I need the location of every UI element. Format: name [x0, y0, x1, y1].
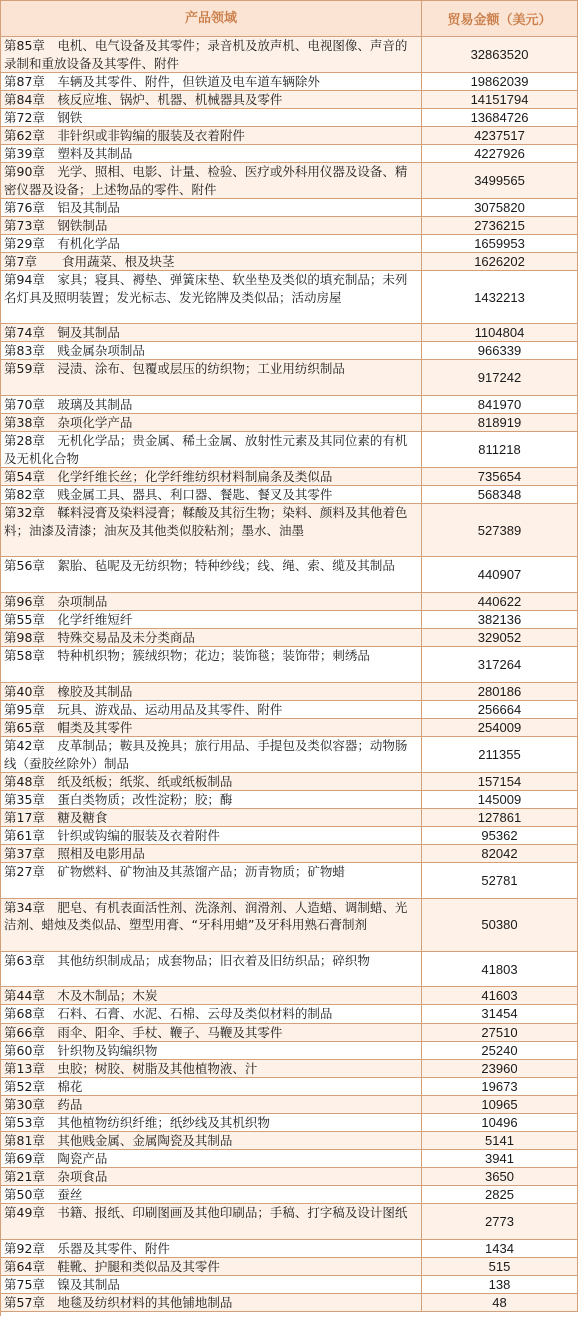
- trade-amount-cell: 841970: [422, 396, 578, 413]
- trade-amount-cell: 52781: [422, 863, 578, 898]
- product-field-cell: 第92章 乐器及其零件、附件: [1, 1240, 422, 1257]
- product-field-cell: 第60章 针织物及钩编织物: [1, 1042, 422, 1059]
- product-field-cell: 第35章 蛋白类物质；改性淀粉；胶；酶: [1, 791, 422, 808]
- trade-amount-cell: 41803: [422, 952, 578, 987]
- table-row: [1, 396, 578, 414]
- trade-amount-cell: 568348: [422, 486, 578, 503]
- product-field-cell: 第48章 纸及纸板；纸浆、纸或纸板制品: [1, 773, 422, 790]
- trade-amount-cell: 157154: [422, 773, 578, 790]
- trade-amount-cell: 127861: [422, 809, 578, 826]
- product-field-cell: 第30章 药品: [1, 1096, 422, 1113]
- product-field-cell: 第7章 食用蔬菜、根及块茎: [1, 253, 422, 270]
- product-field-cell: 第66章 雨伞、阳伞、手杖、鞭子、马鞭及其零件: [1, 1024, 422, 1041]
- table-row: [1, 109, 578, 127]
- product-field-cell: 第70章 玻璃及其制品: [1, 396, 422, 413]
- trade-amount-cell: 2736215: [422, 217, 578, 234]
- trade-amount-cell: 254009: [422, 719, 578, 736]
- trade-amount-cell: 382136: [422, 611, 578, 628]
- table-row: [1, 235, 578, 253]
- product-field-cell: 第90章 光学、照相、电影、计量、检验、医疗或外科用仪器及设备、精密仪器及设备；上述物品的零件、附件: [1, 163, 422, 198]
- table-row: [1, 1114, 578, 1132]
- product-field-cell: 第85章 电机、电气设备及其零件；录音机及放声机、电视图像、声音的录制和重放设备及其零件、附件: [1, 37, 422, 72]
- product-field-cell: 第21章 杂项食品: [1, 1168, 422, 1185]
- table-row: [1, 987, 578, 1005]
- header-product-field: 产品领域: [1, 1, 422, 36]
- table-row: [1, 432, 578, 468]
- product-field-cell: 第49章 书籍、报纸、印刷图画及其他印刷品；手稿、打字稿及设计图纸: [1, 1204, 422, 1239]
- table-row: [1, 73, 578, 91]
- trade-amount-cell: 5141: [422, 1132, 578, 1149]
- product-field-cell: 第28章 无机化学品；贵金属、稀土金属、放射性元素及其同位素的有机及无机化合物: [1, 432, 422, 467]
- table-row: [1, 253, 578, 271]
- table-row: [1, 1024, 578, 1042]
- product-field-cell: 第17章 糖及糖食: [1, 809, 422, 826]
- table-row: [1, 827, 578, 845]
- product-field-cell: 第38章 杂项化学产品: [1, 414, 422, 431]
- trade-amount-cell: 1659953: [422, 235, 578, 252]
- product-field-cell: 第61章 针织或钩编的服装及衣着附件: [1, 827, 422, 844]
- table-row: [1, 1150, 578, 1168]
- trade-amount-cell: 211355: [422, 737, 578, 772]
- table-row: [1, 719, 578, 737]
- trade-amount-cell: 527389: [422, 504, 578, 556]
- trade-amount-cell: 280186: [422, 683, 578, 700]
- table-row: [1, 1078, 578, 1096]
- trade-amount-cell: 19673: [422, 1078, 578, 1095]
- trade-amount-cell: 138: [422, 1276, 578, 1293]
- product-field-cell: 第65章 帽类及其零件: [1, 719, 422, 736]
- product-field-cell: 第63章 其他纺织制成品；成套物品；旧衣着及旧纺织品；碎织物: [1, 952, 422, 987]
- product-field-cell: 第42章 皮革制品；鞍具及挽具；旅行用品、手提包及类似容器；动物肠线（蚕胶丝除外）制品: [1, 737, 422, 772]
- trade-amount-cell: 3499565: [422, 163, 578, 198]
- trade-amount-cell: 515: [422, 1258, 578, 1275]
- trade-amount-cell: 3075820: [422, 199, 578, 216]
- table-row: [1, 324, 578, 342]
- trade-amount-cell: 23960: [422, 1060, 578, 1077]
- table-row: [1, 342, 578, 360]
- table-row: [1, 683, 578, 701]
- product-field-cell: 第94章 家具；寝具、褥垫、弹簧床垫、软坐垫及类似的填充制品；未列名灯具及照明装置；发光标志、发光铭牌及类似品；活动房屋: [1, 271, 422, 323]
- product-field-cell: 第32章 鞣料浸膏及染料浸膏；鞣酸及其衍生物；染料、颜料及其他着色料；油漆及清漆；油灰及其他类似胶粘剂；墨水、油墨: [1, 504, 422, 556]
- product-field-cell: 第29章 有机化学品: [1, 235, 422, 252]
- product-field-cell: 第57章 地毯及纺织材料的其他铺地制品: [1, 1294, 422, 1311]
- table-row: [1, 1240, 578, 1258]
- trade-amount-cell: 3941: [422, 1150, 578, 1167]
- table-row: [1, 845, 578, 863]
- table-row: [1, 145, 578, 163]
- product-field-cell: 第50章 蚕丝: [1, 1186, 422, 1203]
- trade-amount-cell: 145009: [422, 791, 578, 808]
- trade-amount-cell: 41603: [422, 987, 578, 1004]
- table-row: [1, 127, 578, 145]
- trade-amount-cell: 31454: [422, 1005, 578, 1022]
- table-row: [1, 1042, 578, 1060]
- table-row: [1, 1258, 578, 1276]
- trade-amount-cell: 25240: [422, 1042, 578, 1059]
- trade-amount-cell: 27510: [422, 1024, 578, 1041]
- table-row: [1, 1168, 578, 1186]
- product-field-cell: 第27章 矿物燃料、矿物油及其蒸馏产品；沥青物质；矿物蜡: [1, 863, 422, 898]
- product-field-cell: 第39章 塑料及其制品: [1, 145, 422, 162]
- table-row: [1, 1005, 578, 1023]
- product-field-cell: 第34章 肥皂、有机表面活性剂、洗涤剂、润滑剂、人造蜡、调制蜡、光洁剂、蜡烛及类似品、塑型用膏、“牙科用蜡”及牙科用熟石膏制剂: [1, 899, 422, 951]
- product-field-cell: 第37章 照相及电影用品: [1, 845, 422, 862]
- table-row: [1, 1294, 578, 1312]
- header-trade-amount: 贸易金额（美元）: [422, 1, 578, 36]
- trade-amount-cell: 811218: [422, 432, 578, 467]
- trade-amount-cell: 32863520: [422, 37, 578, 72]
- table-row: [1, 163, 578, 199]
- trade-amount-cell: 818919: [422, 414, 578, 431]
- table-row: [1, 91, 578, 109]
- trade-amount-cell: 10496: [422, 1114, 578, 1131]
- trade-amount-cell: 440622: [422, 593, 578, 610]
- trade-amount-cell: 1432213: [422, 271, 578, 323]
- product-field-cell: 第62章 非针织或非钩编的服装及衣着附件: [1, 127, 422, 144]
- table-row: [1, 504, 578, 557]
- table-row: [1, 360, 578, 396]
- product-field-cell: 第76章 铝及其制品: [1, 199, 422, 216]
- trade-amount-cell: 14151794: [422, 91, 578, 108]
- product-field-cell: 第69章 陶瓷产品: [1, 1150, 422, 1167]
- trade-amount-cell: 329052: [422, 629, 578, 646]
- product-field-cell: 第82章 贱金属工具、器具、利口器、餐匙、餐叉及其零件: [1, 486, 422, 503]
- table-body: [1, 37, 578, 1312]
- product-field-cell: 第55章 化学纤维短纤: [1, 611, 422, 628]
- product-field-cell: 第73章 钢铁制品: [1, 217, 422, 234]
- table-row: [1, 647, 578, 683]
- trade-amount-cell: 19862039: [422, 73, 578, 90]
- trade-amount-cell: 735654: [422, 468, 578, 485]
- table-row: [1, 791, 578, 809]
- table-row: [1, 701, 578, 719]
- trade-amount-cell: 4237517: [422, 127, 578, 144]
- table-row: [1, 271, 578, 324]
- table-row: [1, 199, 578, 217]
- table-row: [1, 737, 578, 773]
- trade-amount-cell: 440907: [422, 557, 578, 592]
- table-row: [1, 1186, 578, 1204]
- trade-amount-cell: 917242: [422, 360, 578, 395]
- product-field-cell: 第98章 特殊交易品及未分类商品: [1, 629, 422, 646]
- product-field-cell: 第13章 虫胶；树胶、树脂及其他植物液、汁: [1, 1060, 422, 1077]
- product-field-cell: 第84章 核反应堆、锅炉、机器、机械器具及零件: [1, 91, 422, 108]
- product-field-cell: 第56章 絮胎、毡呢及无纺织物；特种纱线；线、绳、索、缆及其制品: [1, 557, 422, 592]
- product-field-cell: 第44章 木及木制品；木炭: [1, 987, 422, 1004]
- product-field-cell: 第64章 鞋靴、护腿和类似品及其零件: [1, 1258, 422, 1275]
- product-field-cell: 第95章 玩具、游戏品、运动用品及其零件、附件: [1, 701, 422, 718]
- trade-amount-cell: 966339: [422, 342, 578, 359]
- table-row: [1, 1096, 578, 1114]
- product-field-cell: 第58章 特种机织物；簇绒织物；花边；装饰毯；装饰带；刺绣品: [1, 647, 422, 682]
- table-row: [1, 1204, 578, 1240]
- table-row: [1, 899, 578, 952]
- table-row: [1, 217, 578, 235]
- table-row: [1, 1060, 578, 1078]
- table-header-row: [1, 1, 578, 37]
- product-field-cell: 第68章 石料、石膏、水泥、石棉、云母及类似材料的制品: [1, 1005, 422, 1022]
- table-row: [1, 414, 578, 432]
- trade-amount-cell: 95362: [422, 827, 578, 844]
- product-field-cell: 第81章 其他贱金属、金属陶瓷及其制品: [1, 1132, 422, 1149]
- table-row: [1, 611, 578, 629]
- trade-amount-cell: 2825: [422, 1186, 578, 1203]
- trade-amount-cell: 13684726: [422, 109, 578, 126]
- trade-amount-cell: 1104804: [422, 324, 578, 341]
- trade-amount-cell: 48: [422, 1294, 578, 1311]
- table-row: [1, 1276, 578, 1294]
- product-field-cell: 第72章 钢铁: [1, 109, 422, 126]
- table-row: [1, 486, 578, 504]
- product-field-cell: 第87章 车辆及其零件、附件，但铁道及电车道车辆除外: [1, 73, 422, 90]
- product-field-cell: 第40章 橡胶及其制品: [1, 683, 422, 700]
- table-row: [1, 773, 578, 791]
- table-row: [1, 1132, 578, 1150]
- table-row: [1, 863, 578, 899]
- product-field-cell: 第75章 镍及其制品: [1, 1276, 422, 1293]
- product-field-cell: 第83章 贱金属杂项制品: [1, 342, 422, 359]
- trade-amount-cell: 82042: [422, 845, 578, 862]
- trade-amount-cell: 4227926: [422, 145, 578, 162]
- product-field-cell: 第59章 浸渍、涂布、包覆或层压的纺织物；工业用纺织制品: [1, 360, 422, 395]
- table-row: [1, 37, 578, 73]
- table-row: [1, 557, 578, 593]
- table-row: [1, 629, 578, 647]
- trade-amount-cell: 3650: [422, 1168, 578, 1185]
- table-row: [1, 468, 578, 486]
- trade-amount-cell: 317264: [422, 647, 578, 682]
- trade-amount-cell: 1434: [422, 1240, 578, 1257]
- product-field-cell: 第52章 棉花: [1, 1078, 422, 1095]
- product-field-cell: 第96章 杂项制品: [1, 593, 422, 610]
- trade-amount-cell: 10965: [422, 1096, 578, 1113]
- trade-amount-cell: 256664: [422, 701, 578, 718]
- table-row: [1, 809, 578, 827]
- trade-amount-cell: 50380: [422, 899, 578, 951]
- product-field-cell: 第74章 铜及其制品: [1, 324, 422, 341]
- trade-amount-cell: 1626202: [422, 253, 578, 270]
- table-row: [1, 593, 578, 611]
- product-field-cell: 第53章 其他植物纺织纤维；纸纱线及其机织物: [1, 1114, 422, 1131]
- trade-amount-cell: 2773: [422, 1204, 578, 1239]
- product-field-cell: 第54章 化学纤维长丝；化学纤维纺织材料制扁条及类似品: [1, 468, 422, 485]
- table-row: [1, 952, 578, 988]
